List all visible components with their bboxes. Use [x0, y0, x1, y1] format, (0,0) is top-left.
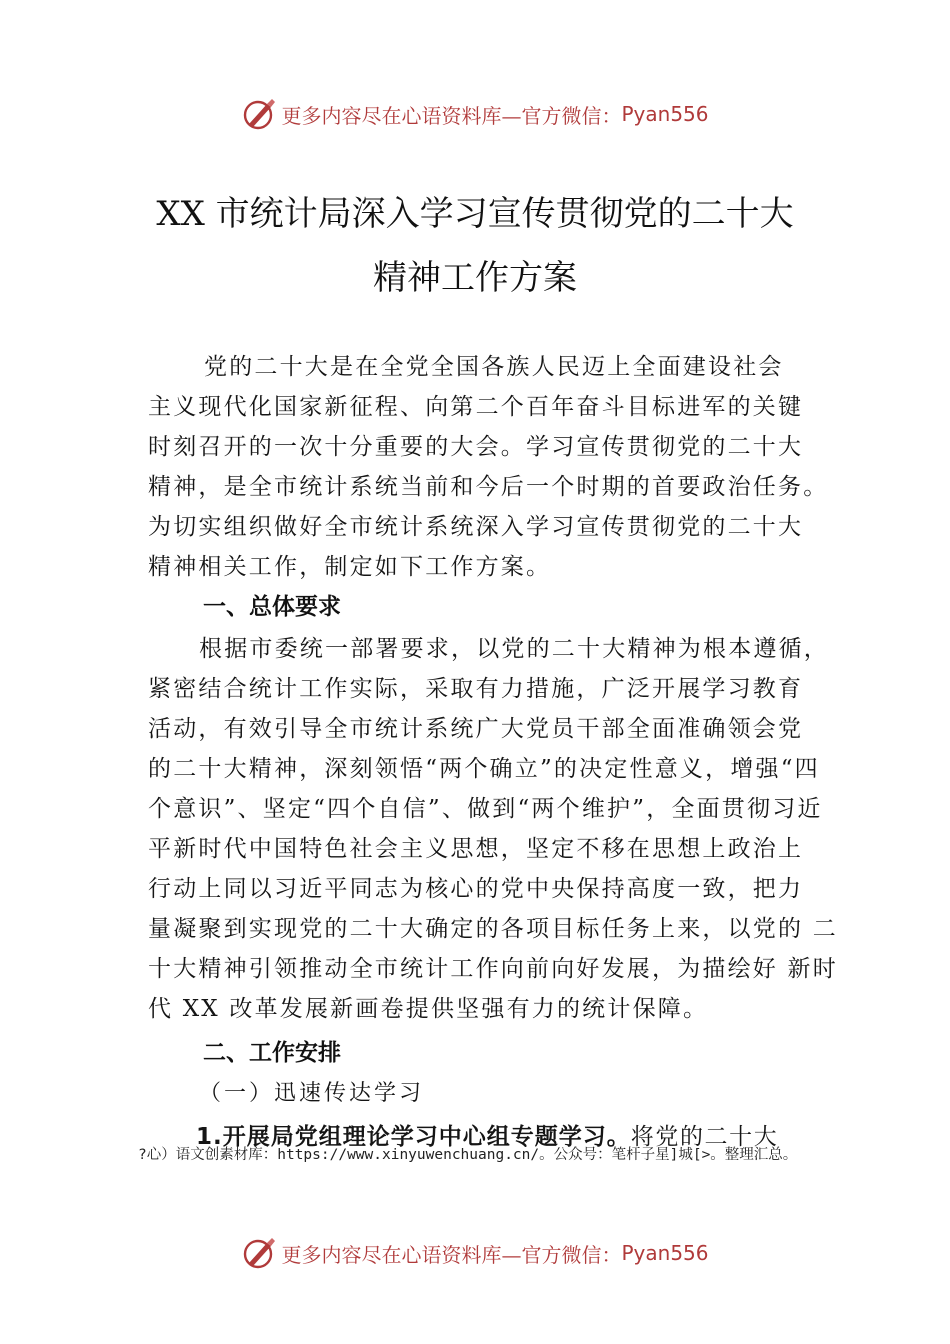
section1-line: 紧密结合统计工作实际，采取有力措施，广泛开展学习教育 — [148, 676, 804, 702]
section1-line: 根据市委统一部署要求，以党的二十大精神为根本遵循， — [199, 636, 829, 662]
intro-line: 为切实组织做好全市统计系统深入学习宣传贯彻党的二十大 — [148, 514, 804, 540]
intro-line: 党的二十大是在全党全国各族人民迈上全面建设社会 — [204, 354, 784, 380]
subsection-heading: （一）迅速传达学习 — [199, 1081, 425, 1106]
section1-line: 平新时代中国特色社会主义思想，坚定不移在思想上政治上 — [148, 836, 804, 862]
intro-line: 时刻召开的一次十分重要的大会。学习宣传贯彻党的二十大 — [148, 434, 804, 460]
section1-line: 的二十大精神，深刻领悟“两个确立”的决定性意义，增强“四 — [148, 756, 820, 782]
section1-line: 代 XX 改革发展新画卷提供坚强有力的统计保障。 — [148, 996, 709, 1022]
footnote: ?心）语文创素材库：https://www.xinyuwenchuang.cn/。公众号：笔杆子星]城[>。整理汇总。 — [138, 1147, 798, 1163]
section1-line: 活动，有效引导全市统计系统广大党员干部全面准确领会党 — [148, 716, 804, 742]
banner-text: 更多内容尽在心语资料库—官方微信： — [281, 103, 622, 128]
item-1-text: 将党的二十大 — [630, 1124, 779, 1150]
footer-watermark-banner — [0, 1231, 950, 1275]
section-heading-2: 二、工作安排 — [203, 1040, 341, 1066]
intro-line: 精神相关工作，制定如下工作方案。 — [148, 554, 552, 580]
section-heading-1: 一、总体要求 — [203, 594, 341, 620]
pen-logo-icon — [241, 96, 277, 132]
intro-line: 精神，是全市统计系统当前和今后一个时期的首要政治任务。 — [148, 474, 829, 500]
section1-line: 量凝聚到实现党的二十大确定的各项目标任务上来，以党的 二 — [148, 916, 838, 942]
intro-line: 主义现代化国家新征程、向第二个百年奋斗目标进军的关键 — [148, 394, 804, 420]
pen-logo-icon — [241, 1235, 277, 1271]
banner-text: 更多内容尽在心语资料库—官方微信： — [281, 1242, 622, 1267]
document-title-line-1: XX 市统计局深入学习宣传贯彻党的二十大 — [156, 194, 794, 234]
banner-wechat-id: Pyan556 — [621, 102, 709, 126]
banner-wechat-id: Pyan556 — [621, 1241, 709, 1265]
header-watermark-banner — [0, 92, 950, 136]
section1-line: 十大精神引领推动全市统计工作向前向好发展，为描绘好 新时 — [148, 956, 838, 982]
section1-line: 行动上同以习近平同志为核心的党中央保持高度一致，把力 — [148, 876, 804, 902]
document-title-line-2: 精神工作方案 — [373, 258, 577, 298]
section1-line: 个意识”、坚定“四个自信”、做到“两个维护”，全面贯彻习近 — [148, 796, 823, 822]
item-1-title: 1.开展局党组理论学习中心组专题学习。 — [196, 1124, 631, 1150]
